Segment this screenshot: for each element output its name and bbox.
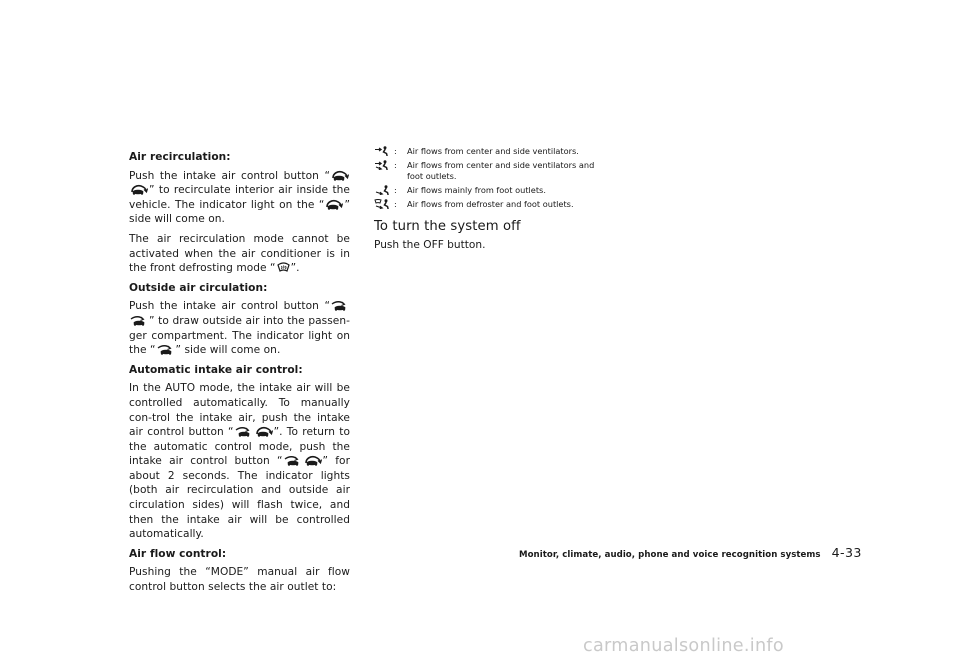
left-column: [129, 150, 350, 600]
text-segment: ”.: [290, 262, 300, 275]
heading-outside-air: Outside air circulation:: [129, 281, 268, 294]
footer-chapter-title: Monitor, climate, audio, phone and voice recognition systems: [519, 550, 821, 560]
vent-center-side-icon: [374, 146, 391, 156]
vent-bilevel-icon: [374, 160, 391, 170]
recirculation-icon: [304, 455, 322, 466]
recirculation-icon: [130, 184, 148, 195]
list-item-colon: :: [394, 146, 397, 156]
vent-foot-icon: [374, 185, 391, 195]
list-item-colon: :: [394, 184, 397, 195]
watermark: carmanualsonline.info: [583, 636, 784, 656]
outside-air-icon: [157, 344, 175, 355]
list-item-text: Air flows from defroster and foot outlets.: [407, 198, 574, 209]
list-item-text: Air flows mainly from foot outlets.: [407, 184, 546, 195]
paragraph-outside-air: [129, 299, 350, 357]
heading-air-flow: Air flow control:: [129, 547, 227, 560]
paragraph-automatic-intake: [129, 381, 350, 542]
page-number: 4-33: [831, 545, 862, 560]
list-item: [374, 199, 596, 210]
vent-defrost-foot-icon: [374, 199, 391, 209]
text-segment: The air recirculation mode cannot be activated when the air conditioner is in the front defrosting mode “: [129, 232, 350, 275]
text-segment: ” side will come on.: [175, 344, 281, 357]
recirculation-icon: [325, 199, 343, 210]
list-item-text: Air flows from center and side ventilators and foot outlets.: [407, 160, 595, 181]
text-segment: ”. To return to the automatic control mode, push the intake air control button “: [129, 426, 350, 468]
recirculation-icon: [331, 170, 349, 181]
heading-air-recirculation: Air recirculation:: [129, 151, 231, 163]
list-item: [374, 185, 596, 196]
paragraph-defrost-note: [129, 232, 350, 276]
paragraph-recirculation: [129, 169, 350, 227]
air-flow-modes-list: [374, 146, 596, 209]
text-segment: In the AUTO mode, the intake air will be controlled automatically. To manually con-trol the intake air, push the intake air control button “: [129, 382, 350, 439]
text-segment: ” to draw outside air into the passen-ger compartment. The indicator light on the “: [129, 314, 350, 357]
list-item: [374, 160, 596, 181]
list-item-colon: :: [394, 160, 397, 170]
section-title: To turn the system off: [374, 219, 521, 234]
outside-air-icon: [284, 455, 302, 466]
outside-air-icon: [130, 315, 148, 326]
outside-air-icon: [331, 300, 349, 311]
text-segment: ” side will come on.: [129, 198, 350, 226]
paragraph-air-flow: Pushing the “MODE” manual air flow control button selects the air outlet to:: [129, 566, 350, 594]
front-defrost-icon: [277, 262, 290, 273]
right-column: [374, 146, 596, 252]
text-segment: Push the intake air control button “: [129, 169, 330, 182]
list-item-colon: :: [394, 198, 397, 209]
heading-automatic-intake: Automatic intake air control:: [129, 363, 303, 376]
text-segment: Push the intake air control button “: [129, 300, 330, 313]
list-item: [374, 146, 596, 157]
text-segment: ” for about 2 seconds. The indicator lights (both air recirculation and outside air circulation sides) will flash twice, and then the intake air will be controlled automatically.: [129, 455, 350, 541]
outside-air-icon: [235, 426, 253, 437]
recirculation-icon: [255, 426, 273, 437]
page-footer: [519, 545, 862, 560]
text-segment: ” to recirculate interior air inside the vehicle. The indicator light on the “: [129, 184, 350, 211]
section-body: Push the OFF button.: [374, 239, 486, 251]
list-item-text: Air flows from center and side ventilators.: [407, 146, 579, 156]
